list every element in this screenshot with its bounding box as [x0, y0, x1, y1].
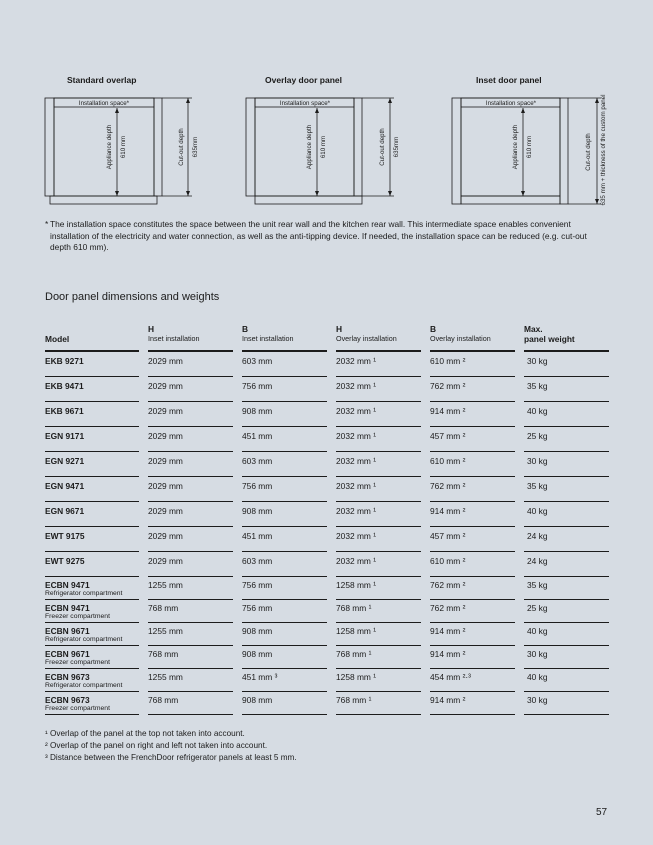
cell-h-overlay: 2032 mm ¹: [336, 352, 421, 377]
model-name: ECBN 9673: [45, 695, 90, 705]
cell-h-inset: 2029 mm: [148, 452, 233, 477]
cell-b-overlay: 610 mm ²: [430, 352, 515, 377]
table-row: [45, 623, 609, 646]
cabinet-outline: [461, 98, 560, 196]
door-panel-left: [246, 98, 255, 196]
model-name: EWT 9275: [45, 556, 85, 566]
cell-h-overlay: 2032 mm ¹: [336, 402, 421, 427]
appliance-depth-label: Appliance depth: [512, 124, 519, 170]
cell-weight: 40 kg: [524, 669, 609, 692]
cutout-depth-value: 635mm: [192, 136, 199, 158]
cell-h-inset: 2029 mm: [148, 377, 233, 402]
cell-h-overlay: 2032 mm ¹: [336, 377, 421, 402]
cell-model: [45, 377, 139, 402]
installation-diagrams: [0, 72, 653, 222]
cell-b-inset: 908 mm: [242, 502, 327, 527]
cell-b-overlay: 914 mm ²: [430, 646, 515, 669]
table-row: [45, 527, 609, 552]
model-name: EWT 9175: [45, 531, 85, 541]
cell-h-overlay: 2032 mm ¹: [336, 477, 421, 502]
side-panel: [154, 98, 162, 196]
cell-h-inset: 1255 mm: [148, 623, 233, 646]
table-row: [45, 352, 609, 377]
section-title: Door panel dimensions and weights: [45, 291, 220, 303]
cell-h-overlay: 2032 mm ¹: [336, 427, 421, 452]
model-name: EKB 9471: [45, 381, 84, 391]
plinth: [255, 196, 362, 204]
compartment-label: Freezer compartment: [45, 613, 110, 620]
table-row: [45, 377, 609, 402]
cell-b-overlay: 762 mm ²: [430, 577, 515, 600]
diagram-title-inset-door-panel: Inset door panel: [476, 75, 542, 85]
cell-b-inset: 756 mm: [242, 377, 327, 402]
note-text: The installation space constitutes the space between the unit rear wall and the kitchen rear wall. This intermediate space enables convenient installation of the electricity and water connection, as well as the anti-tipping device. If needed, the installation space can be reduced (e.g. cut-out depth 610 mm).: [50, 219, 587, 252]
cell-model: [45, 692, 139, 715]
cutout-depth-label: Cut-out depth: [178, 128, 185, 166]
cell-h-inset: 2029 mm: [148, 502, 233, 527]
table-row: [45, 577, 609, 600]
wall-left: [452, 98, 461, 204]
table-row: [45, 692, 609, 715]
door-panel-dimensions-table: [45, 324, 609, 715]
cell-weight: 40 kg: [524, 502, 609, 527]
note-asterisk: *: [45, 219, 49, 229]
cell-weight: 30 kg: [524, 352, 609, 377]
cell-b-overlay: 914 mm ²: [430, 692, 515, 715]
model-name: ECBN 9471: [45, 603, 90, 613]
door-panel-left: [45, 98, 54, 196]
model-name: EKB 9671: [45, 406, 84, 416]
cell-h-inset: 768 mm: [148, 646, 233, 669]
cell-h-inset: 2029 mm: [148, 427, 233, 452]
cell-weight: 30 kg: [524, 646, 609, 669]
table-row: [45, 600, 609, 623]
cell-weight: 30 kg: [524, 452, 609, 477]
cell-b-inset: 908 mm: [242, 623, 327, 646]
cell-b-overlay: 457 mm ²: [430, 527, 515, 552]
cell-model: [45, 527, 139, 552]
cell-weight: 40 kg: [524, 623, 609, 646]
table-row: [45, 427, 609, 452]
cell-h-inset: 2029 mm: [148, 552, 233, 577]
diagram-title-standard-overlap: Standard overlap: [67, 75, 137, 85]
cell-h-inset: 2029 mm: [148, 477, 233, 502]
cell-b-overlay: 762 mm ²: [430, 377, 515, 402]
cell-model: [45, 600, 139, 623]
cell-weight: 30 kg: [524, 692, 609, 715]
cell-model: [45, 477, 139, 502]
cell-b-inset: 603 mm: [242, 452, 327, 477]
cell-h-inset: 1255 mm: [148, 669, 233, 692]
installation-space-label: Installation space*: [78, 100, 130, 107]
appliance-depth-value: 610 mm: [320, 135, 327, 159]
cell-weight: 24 kg: [524, 527, 609, 552]
cabinet-outline: [255, 98, 354, 196]
cell-b-overlay: 610 mm ²: [430, 452, 515, 477]
cutout-depth-label: Cut-out depth: [379, 128, 386, 166]
appliance-depth-label: Appliance depth: [306, 124, 313, 170]
footnotes: [45, 728, 297, 764]
cell-b-inset: 756 mm: [242, 577, 327, 600]
footnote-2: ² Overlap of the panel on right and left not taken into account.: [45, 741, 268, 750]
cell-b-overlay: 610 mm ²: [430, 552, 515, 577]
installation-space-label: Installation space*: [279, 100, 331, 107]
cell-h-overlay: 2032 mm ¹: [336, 527, 421, 552]
cell-b-overlay: 914 mm ²: [430, 402, 515, 427]
cell-b-inset: 451 mm: [242, 527, 327, 552]
cell-h-overlay: 1258 mm ¹: [336, 577, 421, 600]
cell-model: [45, 577, 139, 600]
cell-model: [45, 352, 139, 377]
model-name: ECBN 9671: [45, 649, 90, 659]
cell-b-inset: 908 mm: [242, 646, 327, 669]
cell-b-inset: 908 mm: [242, 402, 327, 427]
cell-h-inset: 2029 mm: [148, 352, 233, 377]
cell-model: [45, 427, 139, 452]
cell-model: [45, 552, 139, 577]
cell-b-overlay: 454 mm ²·³: [430, 669, 515, 692]
cell-model: [45, 502, 139, 527]
column-header-b-inset: B Inset installation: [242, 324, 327, 352]
cutout-depth-value: 635 mm + thickness of the custom panel: [600, 94, 607, 206]
installation-space-label: Installation space*: [485, 100, 537, 107]
cutout-depth-value: 635mm: [393, 136, 400, 158]
model-name: ECBN 9673: [45, 672, 90, 682]
table-row: [45, 552, 609, 577]
compartment-label: Refrigerator compartment: [45, 636, 123, 643]
cell-b-inset: 451 mm: [242, 427, 327, 452]
cell-h-overlay: 2032 mm ¹: [336, 502, 421, 527]
model-name: EGN 9671: [45, 506, 85, 516]
cell-model: [45, 623, 139, 646]
cell-b-inset: 603 mm: [242, 552, 327, 577]
compartment-label: Refrigerator compartment: [45, 590, 123, 597]
installation-diagrams-svg: [0, 72, 653, 222]
cell-weight: 40 kg: [524, 402, 609, 427]
cell-h-overlay: 2032 mm ¹: [336, 452, 421, 477]
cell-h-inset: 1255 mm: [148, 577, 233, 600]
cell-h-overlay: 768 mm ¹: [336, 646, 421, 669]
cell-model: [45, 402, 139, 427]
appliance-depth-label: Appliance depth: [106, 124, 113, 170]
cell-b-overlay: 914 mm ²: [430, 502, 515, 527]
side-panel: [354, 98, 362, 196]
installation-space-note: [45, 219, 605, 254]
cell-b-overlay: 457 mm ²: [430, 427, 515, 452]
cell-h-inset: 2029 mm: [148, 402, 233, 427]
model-name: EGN 9171: [45, 431, 85, 441]
cabinet-outline: [54, 98, 154, 196]
table-row: [45, 477, 609, 502]
cell-h-overlay: 1258 mm ¹: [336, 623, 421, 646]
door-panel-inset: [560, 98, 568, 204]
cell-h-overlay: 1258 mm ¹: [336, 669, 421, 692]
footnote-3: ³ Distance between the FrenchDoor refrigerator panels at least 5 mm.: [45, 753, 297, 762]
cell-weight: 25 kg: [524, 600, 609, 623]
cell-weight: 25 kg: [524, 427, 609, 452]
cell-b-inset: 451 mm ³: [242, 669, 327, 692]
appliance-depth-value: 610 mm: [120, 135, 127, 159]
table-row: [45, 402, 609, 427]
diagram-title-overlay-door-panel: Overlay door panel: [265, 75, 342, 85]
model-name: EGN 9471: [45, 481, 85, 491]
cell-b-overlay: 762 mm ²: [430, 600, 515, 623]
cell-h-overlay: 768 mm ¹: [336, 692, 421, 715]
footnote-1: ¹ Overlap of the panel at the top not taken into account.: [45, 729, 245, 738]
column-header-max-weight: Max. panel weight: [524, 324, 609, 352]
model-name: ECBN 9671: [45, 626, 90, 636]
cell-weight: 35 kg: [524, 577, 609, 600]
cell-model: [45, 669, 139, 692]
column-header-model: Model: [45, 324, 139, 352]
cell-model: [45, 646, 139, 669]
cell-b-overlay: 762 mm ²: [430, 477, 515, 502]
cell-h-overlay: 768 mm ¹: [336, 600, 421, 623]
table-row: [45, 646, 609, 669]
column-header-h-inset: H Inset installation: [148, 324, 233, 352]
plinth: [50, 196, 157, 204]
cell-b-inset: 756 mm: [242, 600, 327, 623]
table-row: [45, 452, 609, 477]
plinth: [461, 196, 560, 204]
model-name: EKB 9271: [45, 356, 84, 366]
cell-weight: 35 kg: [524, 377, 609, 402]
cell-h-inset: 2029 mm: [148, 527, 233, 552]
table-header-row: [45, 324, 609, 352]
model-name: EGN 9271: [45, 456, 85, 466]
appliance-depth-value: 610 mm: [526, 135, 533, 159]
compartment-label: Refrigerator compartment: [45, 682, 123, 689]
compartment-label: Freezer compartment: [45, 705, 110, 712]
cell-weight: 35 kg: [524, 477, 609, 502]
cell-b-inset: 603 mm: [242, 352, 327, 377]
cell-h-inset: 768 mm: [148, 600, 233, 623]
column-header-h-overlay: H Overlay installation: [336, 324, 421, 352]
cutout-depth-label: Cut-out depth: [585, 133, 592, 171]
cell-h-inset: 768 mm: [148, 692, 233, 715]
cell-model: [45, 452, 139, 477]
cell-h-overlay: 2032 mm ¹: [336, 552, 421, 577]
column-header-b-overlay: B Overlay installation: [430, 324, 515, 352]
table-row: [45, 669, 609, 692]
table-row: [45, 502, 609, 527]
cell-b-inset: 908 mm: [242, 692, 327, 715]
page-number: 57: [596, 807, 608, 818]
cell-b-overlay: 914 mm ²: [430, 623, 515, 646]
model-name: ECBN 9471: [45, 580, 90, 590]
cell-b-inset: 756 mm: [242, 477, 327, 502]
compartment-label: Freezer compartment: [45, 659, 110, 666]
cell-weight: 24 kg: [524, 552, 609, 577]
